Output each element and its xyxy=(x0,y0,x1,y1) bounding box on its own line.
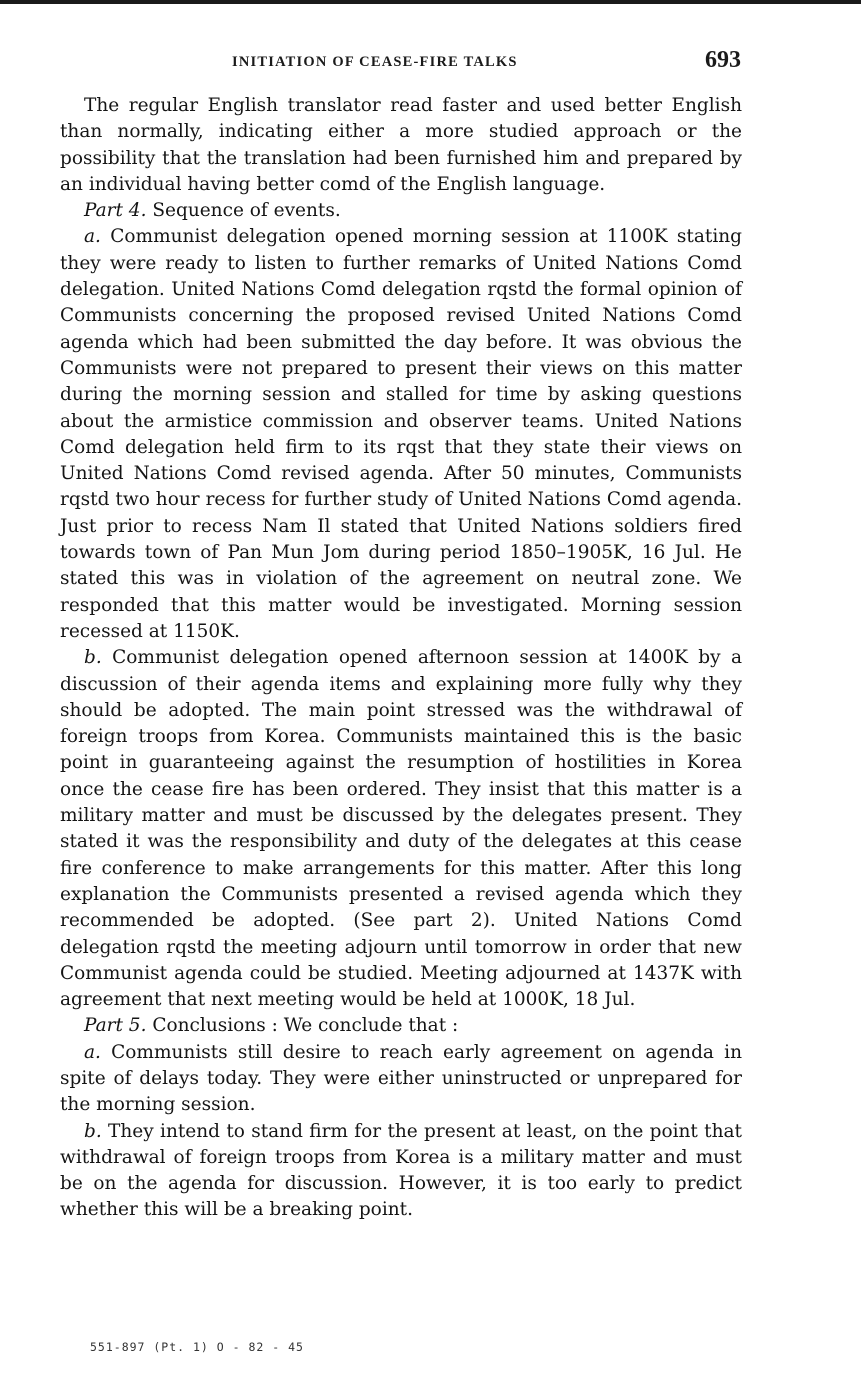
part-4-title: Sequence of events. xyxy=(146,200,341,222)
part-5-heading xyxy=(60,1013,742,1039)
footer-print-code: 551-897 (Pt. 1) O - 82 - 45 xyxy=(90,1340,304,1354)
paragraph-translator-text: The regular English translator read faster and used better English than normally, indicating either a more studied approach or the possibility that the translation had been furnished him and prepared by an individual having better comd of the English language. xyxy=(60,95,742,195)
page-number: 693 xyxy=(705,47,741,73)
paragraph-5b-label: b. xyxy=(84,1120,102,1142)
paragraph-5b-text: They intend to stand firm for the present at least, on the point that withdrawal of foreign troops from Korea is a military matter and must be on the agenda for discussion. However, it is too early to predict whether this will be a breaking point. xyxy=(60,1120,742,1221)
top-border-rule xyxy=(0,0,861,4)
paragraph-4a-label: a. xyxy=(84,226,101,248)
paragraph-4a xyxy=(60,224,742,645)
part-5-title: Conclusions : We conclude that : xyxy=(146,1015,459,1037)
paragraph-5a-label: a. xyxy=(84,1041,101,1063)
paragraph-4a-text: Communist delegation opened morning session at 1100K stating they were ready to listen to further remarks of United Nations Comd delegation. United Nations Comd delegation rqstd the formal opinion of Communists concerning the proposed revised United Nations Comd agenda which had been submitted the day before. It was obvious the Communists were not prepared to present their views on this matter during the morning session and stalled for time by asking questions about the armistice commission and observer teams. United Nations Comd delegation held firm to its rqst that they state their views on United Nations Comd revised agenda. After 50 minutes, Communists rqstd two hour recess for further study of United Nations Comd agenda. Just prior to recess Nam Il stated that United Nations soldiers fired towards town of Pan Mun Jom during period 1850–1905K, 16 Jul. He stated this was in violation of the agreement on neutral zone. We responded that this matter would be investigated. Morning session recessed at 1150K. xyxy=(60,226,742,642)
paragraph-4b-label: b. xyxy=(84,647,102,669)
part-5-label: Part 5. xyxy=(84,1015,147,1037)
running-head: INITIATION OF CEASE-FIRE TALKS xyxy=(232,54,518,70)
paragraph-5a-text: Communists still desire to reach early agreement on agenda in spite of delays today. They were either uninstructed or unprepared for the morning session. xyxy=(60,1041,742,1116)
paragraph-4b xyxy=(60,645,742,1013)
paragraph-4b-text: Communist delegation opened afternoon session at 1400K by a discussion of their agenda items and explaining more fully why they should be adopted. The main point stressed was the withdrawal of foreign troops from Korea. Communists maintained this is the basic point in guaranteeing against the resumption of hostilities in Korea once the cease fire has been ordered. They insist that this matter is a military matter and must be discussed by the delegates present. They stated it was the responsibility and duty of the delegates at this cease fire conference to make arrangements for this matter. After this long explanation the Communists presented a revised agenda which they recommended be adopted. (See part 2). United Nations Comd delegation rqstd the meeting adjourn until tomorrow in order that new Communist agenda could be studied. Meeting adjourned at 1437K with agreement that next meeting would be held at 1000K, 18 Jul. xyxy=(60,647,742,1011)
paragraph-translator xyxy=(60,93,742,198)
part-4-label: Part 4. xyxy=(84,200,147,222)
paragraph-5a xyxy=(60,1040,742,1119)
body-text xyxy=(60,93,742,1224)
paragraph-5b xyxy=(60,1119,742,1224)
part-4-heading xyxy=(60,198,742,224)
